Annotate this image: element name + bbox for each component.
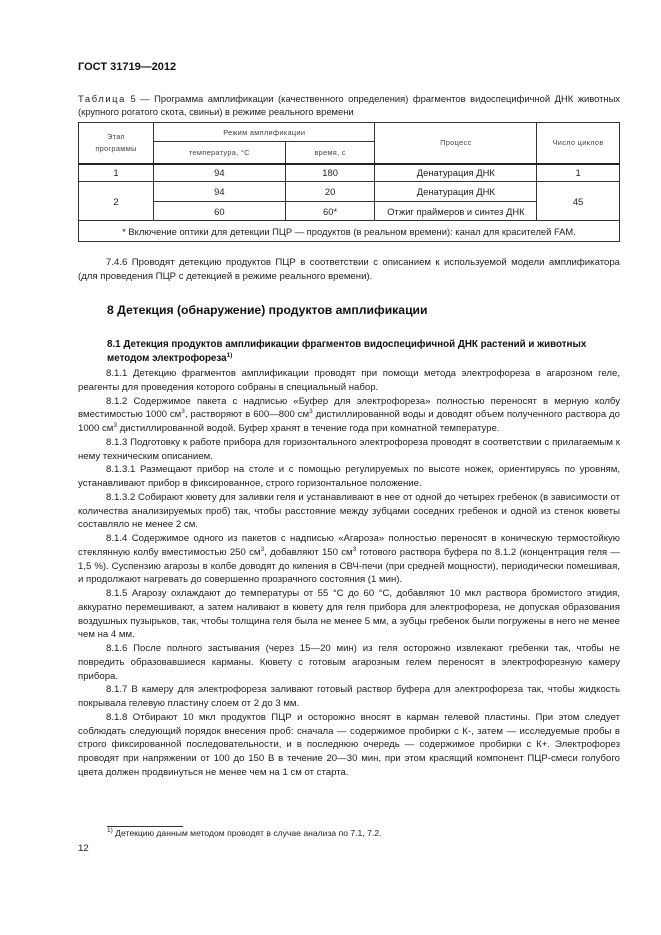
paragraph-8-1-3-1: 8.1.3.1 Размещают прибор на столе и с помощью регулируемых по высоте ножек, ориентируясь по уровням, устанавливают прибор в фиксированное, строго горизонтальное положение. [78,464,620,489]
section-body [78,367,620,780]
paragraph-8-1-3-2: 8.1.3.2 Собирают кювету для заливки геля и устанавливают в нее от одной до четырех гребенок (в зависимости от количества анализируемых проб) так, чтобы расстояние между зубцами соседних гребенок и одной из стенок кюветы составляло не менее 2 см. [78,491,620,531]
header-temp: температура, °С [153,142,285,164]
table-caption-text: 5 — Программа амплификации (качественного определения) фрагментов видоспецифичной ДНК животных (крупного рогатого скота, свиньи) в режиме реального времени [78,93,620,117]
subsection-heading-8-1 [107,338,607,365]
text-segment: дистиллированной водой. Буфер хранят в течение года при комнатной температуре. [117,423,500,434]
text-segment: 8.1.4 Содержимое одного из пакетов с надписью «Агароза» полностью переносят в коническую термостойкую стеклянную колбу вместимостью 250 см [78,533,620,558]
table-row [79,164,620,182]
header-cycles: Число циклов [537,123,620,164]
heading-text: 8.1 Детекция продуктов амплификации фрагментов видоспецифичной ДНК растений и животных методом электрофореза [107,339,587,364]
paragraph-8-1-5: 8.1.5 Агарозу охлаждают до температуры от 55 °С до 60 °С, добавляют 10 мкл раствора бромистого этидия, аккуратно перемешивают, а затем наливают в кювету для геля прибора для электрофореза, не допуская образования воздушных пузырьков, так, чтобы толщина геля была не менее 5 мм, а зубцы гребенок были погружены в него не менее чем на 4 мм. [78,588,620,641]
paragraph-8-1-7: 8.1.7 В камеру для электрофореза заливают готовый раствор буфера для электрофореза так, чтобы жидкость покрывала гелевую пластину слоем от 2 до 3 мм. [78,684,620,709]
table-row [79,182,620,202]
cell-process: Денатурация ДНК [375,182,537,202]
text-segment: 8.1.2 Содержимое пакета с надписью «Буфер для электрофореза» полностью переносят в мерную колбу вместимостью 1000 см [78,395,620,421]
footnote-divider [107,826,183,827]
table-caption [78,92,620,118]
footnote-mark: 1) [107,827,113,834]
superscript: 3 [352,545,357,553]
text-segment: , растворяют в 600—800 см [184,409,310,421]
paragraph-8-1-1: 8.1.1 Детекцию фрагментов амплификации проводят при помощи метода электрофореза в агарозном геле, реагенты для проведения которого собраны в специальный набор. [78,368,620,393]
table-caption-label: Таблица [78,93,126,104]
document-header: ГОСТ 31719—2012 [78,61,177,73]
paragraph-8-1-4 [78,532,620,587]
footnote-text: Детекцию данным методом проводят в случае анализа по 7.1, 7.2. [112,828,382,838]
header-mode: Режим амплификации [153,123,375,142]
cell-process: Денатурация ДНК [375,164,537,182]
superscript: 3 [309,408,313,416]
table-footnote: * Включение оптики для детекции ПЦР — продуктов (в реальном времени): канал для красителей FAM. [79,221,620,242]
superscript: 3 [113,422,118,429]
cell-time: 180 [285,164,375,182]
cell-temp: 94 [153,182,285,202]
paragraph-7-4-6 [78,256,620,284]
cell-temp: 60 [153,202,285,221]
page-number: 12 [78,843,89,854]
section-heading-8: 8 Детекция (обнаружение) продуктов амплификации [107,303,428,317]
amplification-table [78,122,620,242]
paragraph-8-1-6: 8.1.6 После полного застывания (через 15—20 мин) из геля осторожно извлекают гребенки так, чтобы не повредить образовавшиеся карманы. Кювету с готовым агарозным гелем переносят в электрофорезную камеру прибора. [78,643,620,682]
paragraph-text: 7.4.6 Проводят детекцию продуктов ПЦР в соответствии с описанием к используемой модели амплификатора (для проведения ПЦР с детекцией в режиме реального времени). [78,257,620,282]
superscript: 3 [260,545,265,553]
footnote [107,828,381,838]
paragraph-8-1-2 [78,395,620,436]
cell-time: 60* [285,202,375,221]
header-time: время, с [285,142,375,164]
cell-process: Отжиг праймеров и синтез ДНК [375,202,537,221]
cell-cycles: 45 [537,182,620,221]
header-stage: Этап программы [79,123,154,164]
header-process: Процесс [375,123,537,164]
cell-cycles: 1 [537,164,620,182]
cell-stage: 1 [79,164,154,182]
paragraph-8-1-3: 8.1.3 Подготовку к работе прибора для горизонтального электрофореза проводят в соответствии с прилагаемым к нему техническим описанием. [78,436,620,462]
paragraph-8-1-8: 8.1.8 Отбирают 10 мкл продуктов ПЦР и осторожно вносят в карман гелевой пластины. При этом следует соблюдать следующий порядок внесения проб: сначала — содержимое пробирки с К-, затем — исследуемые пробы в строго фиксированной последовательности, и в последнюю очередь — содержимое пробирки с К+. Электрофорез проводят при напряжении от 100 до 150 В в течение 20—30 мин, при этом красящий компонент ПЦР-смеси голубого цвета должен продвинуться не менее чем на 1 см от старта. [78,711,620,778]
footnote-ref: 1) [226,351,233,359]
cell-stage: 2 [79,182,154,221]
text-segment: готового раствора буфера по 8.1.2 (концентрация геля — 1,5 %). Суспензию агарозы в колбе доводят до кипения в СВЧ-печи (при средней мощности), периодически помешивая, и продолжают нагревать до совершенно прозрачного состояния (1 мин). [78,546,620,586]
text-segment: дистиллированной воды и доводят объем полученного раствора до 1000 см [78,409,620,434]
text-segment: , добавляют 150 см [264,546,353,558]
cell-temp: 94 [153,164,285,182]
cell-time: 20 [285,182,375,202]
superscript: 3 [181,408,185,416]
